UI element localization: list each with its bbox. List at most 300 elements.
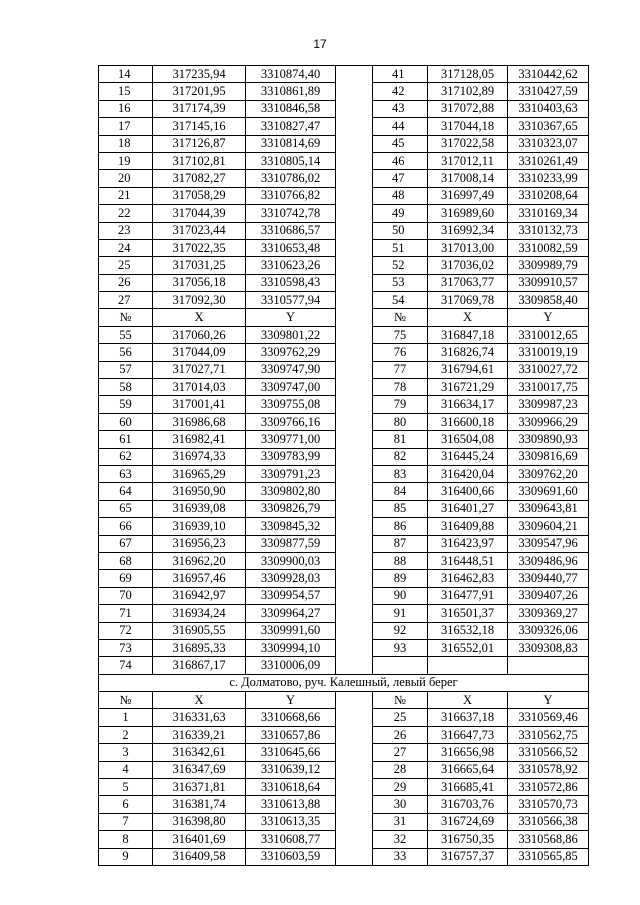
x-coordinate: 316381,74 xyxy=(153,796,246,813)
x-coordinate: 316685,41 xyxy=(428,779,508,796)
x-coordinate: 316347,69 xyxy=(153,761,246,778)
table-row xyxy=(99,274,589,291)
y-coordinate: 3310618,64 xyxy=(246,779,336,796)
point-number: 28 xyxy=(373,761,428,778)
table-row xyxy=(99,639,589,656)
x-coordinate: 317060,26 xyxy=(153,326,246,343)
point-number: 7 xyxy=(99,813,153,830)
point-number: 56 xyxy=(99,344,153,361)
x-coordinate: 316409,58 xyxy=(153,848,246,865)
y-coordinate: 3310742,78 xyxy=(246,205,336,222)
table-row xyxy=(99,709,589,726)
y-coordinate: 3310572,86 xyxy=(508,779,589,796)
point-number: 23 xyxy=(99,222,153,239)
x-coordinate: 317023,44 xyxy=(153,222,246,239)
point-number: 41 xyxy=(373,66,428,83)
column-gap xyxy=(336,118,373,135)
column-gap xyxy=(336,344,373,361)
point-number: 73 xyxy=(99,639,153,656)
table-row xyxy=(99,257,589,274)
x-coordinate: 316939,08 xyxy=(153,500,246,517)
y-coordinate: 3309816,69 xyxy=(508,448,589,465)
y-coordinate: 3310017,75 xyxy=(508,379,589,396)
section-title: с. Долматово, руч. Калешный, левый берег xyxy=(99,674,589,691)
table-row xyxy=(99,431,589,448)
point-number: 30 xyxy=(373,796,428,813)
y-coordinate: 3310653,48 xyxy=(246,239,336,256)
y-coordinate xyxy=(508,657,589,674)
y-coordinate: 3309791,23 xyxy=(246,465,336,482)
point-number: 85 xyxy=(373,500,428,517)
point-number: 74 xyxy=(99,657,153,674)
column-gap xyxy=(336,448,373,465)
x-coordinate: 316420,04 xyxy=(428,465,508,482)
x-coordinate: 317082,27 xyxy=(153,170,246,187)
column-gap xyxy=(336,431,373,448)
header-y: Y xyxy=(246,692,336,709)
point-number: 42 xyxy=(373,83,428,100)
y-coordinate: 3309747,00 xyxy=(246,379,336,396)
y-coordinate: 3310577,94 xyxy=(246,292,336,309)
header-x: X xyxy=(428,692,508,709)
x-coordinate: 316409,88 xyxy=(428,518,508,535)
header-y: Y xyxy=(508,692,589,709)
point-number: 24 xyxy=(99,239,153,256)
header-x: X xyxy=(428,309,508,326)
table-row xyxy=(99,152,589,169)
point-number: 58 xyxy=(99,379,153,396)
x-coordinate: 316942,97 xyxy=(153,587,246,604)
point-number: 60 xyxy=(99,413,153,430)
page-number: 17 xyxy=(313,37,327,51)
y-coordinate: 3309691,60 xyxy=(508,483,589,500)
y-coordinate: 3309845,32 xyxy=(246,518,336,535)
point-number: 6 xyxy=(99,796,153,813)
y-coordinate: 3309308,83 xyxy=(508,639,589,656)
y-coordinate: 3310657,86 xyxy=(246,726,336,743)
table-row xyxy=(99,292,589,309)
point-number: 25 xyxy=(99,257,153,274)
x-coordinate: 317056,18 xyxy=(153,274,246,291)
column-gap xyxy=(336,692,373,709)
table-row xyxy=(99,813,589,830)
y-coordinate: 3309755,08 xyxy=(246,396,336,413)
point-number: 54 xyxy=(373,292,428,309)
point-number: 62 xyxy=(99,448,153,465)
y-coordinate: 3309994,10 xyxy=(246,639,336,656)
header-num: № xyxy=(373,692,428,709)
x-coordinate: 316895,33 xyxy=(153,639,246,656)
point-number: 64 xyxy=(99,483,153,500)
point-number: 72 xyxy=(99,622,153,639)
x-coordinate: 316982,41 xyxy=(153,431,246,448)
x-coordinate: 317102,81 xyxy=(153,152,246,169)
column-gap xyxy=(336,239,373,256)
table-row xyxy=(99,344,589,361)
table-row xyxy=(99,379,589,396)
x-coordinate: 317027,71 xyxy=(153,361,246,378)
table-row xyxy=(99,396,589,413)
column-gap xyxy=(336,726,373,743)
table-row xyxy=(99,83,589,100)
table-row xyxy=(99,66,589,83)
y-coordinate: 3310169,34 xyxy=(508,205,589,222)
point-number: 19 xyxy=(99,152,153,169)
column-gap xyxy=(336,622,373,639)
y-coordinate: 3310027,72 xyxy=(508,361,589,378)
point-number: 93 xyxy=(373,639,428,656)
x-coordinate: 317092,30 xyxy=(153,292,246,309)
point-number: 17 xyxy=(99,118,153,135)
x-coordinate: 316826,74 xyxy=(428,344,508,361)
column-gap xyxy=(336,848,373,865)
x-coordinate: 317012,11 xyxy=(428,152,508,169)
point-number: 76 xyxy=(373,344,428,361)
point-number: 26 xyxy=(373,726,428,743)
y-coordinate: 3310603,59 xyxy=(246,848,336,865)
section-row xyxy=(99,674,589,691)
column-gap xyxy=(336,779,373,796)
y-coordinate: 3309910,57 xyxy=(508,274,589,291)
table-row xyxy=(99,413,589,430)
x-coordinate: 317013,00 xyxy=(428,239,508,256)
y-coordinate: 3310766,82 xyxy=(246,187,336,204)
x-coordinate: 316992,34 xyxy=(428,222,508,239)
x-coordinate: 316724,69 xyxy=(428,813,508,830)
header-num: № xyxy=(373,309,428,326)
coordinates-table xyxy=(98,65,589,866)
column-gap xyxy=(336,587,373,604)
y-coordinate: 3309326,06 xyxy=(508,622,589,639)
y-coordinate: 3310566,52 xyxy=(508,744,589,761)
x-coordinate: 316647,73 xyxy=(428,726,508,743)
x-coordinate: 316462,83 xyxy=(428,570,508,587)
x-coordinate: 316989,60 xyxy=(428,205,508,222)
point-number: 22 xyxy=(99,205,153,222)
header-num: № xyxy=(99,692,153,709)
column-gap xyxy=(336,709,373,726)
table-row xyxy=(99,205,589,222)
x-coordinate: 316934,24 xyxy=(153,605,246,622)
point-number: 46 xyxy=(373,152,428,169)
y-coordinate: 3309890,93 xyxy=(508,431,589,448)
table-row xyxy=(99,239,589,256)
x-coordinate: 317069,78 xyxy=(428,292,508,309)
x-coordinate: 316477,91 xyxy=(428,587,508,604)
point-number: 49 xyxy=(373,205,428,222)
x-coordinate: 316974,33 xyxy=(153,448,246,465)
table-row xyxy=(99,483,589,500)
column-gap xyxy=(336,396,373,413)
y-coordinate: 3310403,63 xyxy=(508,100,589,117)
x-coordinate: 316956,23 xyxy=(153,535,246,552)
column-gap xyxy=(336,100,373,117)
x-coordinate: 317044,39 xyxy=(153,205,246,222)
y-coordinate: 3309900,03 xyxy=(246,552,336,569)
column-gap xyxy=(336,657,373,674)
y-coordinate: 3310786,02 xyxy=(246,170,336,187)
x-coordinate: 317014,03 xyxy=(153,379,246,396)
point-number: 51 xyxy=(373,239,428,256)
point-number: 65 xyxy=(99,500,153,517)
column-gap xyxy=(336,205,373,222)
y-coordinate: 3310427,59 xyxy=(508,83,589,100)
point-number: 61 xyxy=(99,431,153,448)
point-number: 33 xyxy=(373,848,428,865)
column-gap xyxy=(336,361,373,378)
column-gap xyxy=(336,744,373,761)
x-coordinate: 316600,18 xyxy=(428,413,508,430)
x-coordinate: 317058,29 xyxy=(153,187,246,204)
table-row xyxy=(99,448,589,465)
x-coordinate: 316757,37 xyxy=(428,848,508,865)
point-number: 89 xyxy=(373,570,428,587)
x-coordinate: 317001,41 xyxy=(153,396,246,413)
x-coordinate: 316905,55 xyxy=(153,622,246,639)
point-number: 26 xyxy=(99,274,153,291)
column-gap xyxy=(336,518,373,535)
table-row xyxy=(99,570,589,587)
point-number: 16 xyxy=(99,100,153,117)
x-coordinate: 317072,88 xyxy=(428,100,508,117)
y-coordinate: 3310645,66 xyxy=(246,744,336,761)
y-coordinate: 3310006,09 xyxy=(246,657,336,674)
y-coordinate: 3310598,43 xyxy=(246,274,336,291)
y-coordinate: 3310814,69 xyxy=(246,135,336,152)
column-gap xyxy=(336,309,373,326)
point-number: 83 xyxy=(373,465,428,482)
x-coordinate: 317174,39 xyxy=(153,100,246,117)
y-coordinate: 3310570,73 xyxy=(508,796,589,813)
point-number: 20 xyxy=(99,170,153,187)
point-number: 69 xyxy=(99,570,153,587)
column-gap xyxy=(336,222,373,239)
point-number: 2 xyxy=(99,726,153,743)
table-row xyxy=(99,587,589,604)
table-row xyxy=(99,100,589,117)
point-number: 48 xyxy=(373,187,428,204)
column-gap xyxy=(336,761,373,778)
point-number: 29 xyxy=(373,779,428,796)
y-coordinate: 3309783,99 xyxy=(246,448,336,465)
x-coordinate: 317044,18 xyxy=(428,118,508,135)
point-number: 90 xyxy=(373,587,428,604)
y-coordinate: 3309987,23 xyxy=(508,396,589,413)
point-number: 71 xyxy=(99,605,153,622)
column-gap xyxy=(336,292,373,309)
column-gap xyxy=(336,83,373,100)
column-gap xyxy=(336,135,373,152)
column-gap xyxy=(336,639,373,656)
x-coordinate: 316847,18 xyxy=(428,326,508,343)
column-gap xyxy=(336,831,373,848)
y-coordinate: 3310565,85 xyxy=(508,848,589,865)
table-row xyxy=(99,222,589,239)
x-coordinate: 316957,46 xyxy=(153,570,246,587)
point-number xyxy=(373,657,428,674)
y-coordinate: 3309991,60 xyxy=(246,622,336,639)
x-coordinate: 317235,94 xyxy=(153,66,246,83)
column-gap xyxy=(336,274,373,291)
point-number: 31 xyxy=(373,813,428,830)
column-gap xyxy=(336,257,373,274)
point-number: 68 xyxy=(99,552,153,569)
x-coordinate: 316501,37 xyxy=(428,605,508,622)
point-number: 44 xyxy=(373,118,428,135)
y-coordinate: 3310323,07 xyxy=(508,135,589,152)
x-coordinate: 316634,17 xyxy=(428,396,508,413)
y-coordinate: 3310846,58 xyxy=(246,100,336,117)
column-gap xyxy=(336,483,373,500)
table-row xyxy=(99,118,589,135)
point-number: 88 xyxy=(373,552,428,569)
y-coordinate: 3310623,26 xyxy=(246,257,336,274)
point-number: 14 xyxy=(99,66,153,83)
column-gap xyxy=(336,813,373,830)
x-coordinate: 316331,63 xyxy=(153,709,246,726)
column-gap xyxy=(336,465,373,482)
x-coordinate: 316965,29 xyxy=(153,465,246,482)
x-coordinate: 317036,02 xyxy=(428,257,508,274)
x-coordinate: 317126,87 xyxy=(153,135,246,152)
y-coordinate: 3310861,89 xyxy=(246,83,336,100)
x-coordinate: 316986,68 xyxy=(153,413,246,430)
header-row xyxy=(99,309,589,326)
y-coordinate: 3310686,57 xyxy=(246,222,336,239)
table-row xyxy=(99,726,589,743)
y-coordinate: 3310132,73 xyxy=(508,222,589,239)
point-number: 55 xyxy=(99,326,153,343)
x-coordinate: 316997,49 xyxy=(428,187,508,204)
y-coordinate: 3310568,86 xyxy=(508,831,589,848)
table-row xyxy=(99,657,589,674)
column-gap xyxy=(336,413,373,430)
table-row xyxy=(99,518,589,535)
point-number: 67 xyxy=(99,535,153,552)
point-number: 86 xyxy=(373,518,428,535)
y-coordinate: 3309858,40 xyxy=(508,292,589,309)
point-number: 50 xyxy=(373,222,428,239)
x-coordinate: 316504,08 xyxy=(428,431,508,448)
point-number: 4 xyxy=(99,761,153,778)
y-coordinate: 3310566,38 xyxy=(508,813,589,830)
y-coordinate: 3310019,19 xyxy=(508,344,589,361)
x-coordinate: 316371,81 xyxy=(153,779,246,796)
x-coordinate: 317044,09 xyxy=(153,344,246,361)
y-coordinate: 3310562,75 xyxy=(508,726,589,743)
table-row xyxy=(99,622,589,639)
point-number: 43 xyxy=(373,100,428,117)
point-number: 53 xyxy=(373,274,428,291)
x-coordinate: 316401,27 xyxy=(428,500,508,517)
point-number: 25 xyxy=(373,709,428,726)
y-coordinate: 3310608,77 xyxy=(246,831,336,848)
x-coordinate: 316532,18 xyxy=(428,622,508,639)
table-row xyxy=(99,552,589,569)
x-coordinate: 317031,25 xyxy=(153,257,246,274)
point-number: 5 xyxy=(99,779,153,796)
point-number: 27 xyxy=(99,292,153,309)
y-coordinate: 3309604,21 xyxy=(508,518,589,535)
x-coordinate: 317063,77 xyxy=(428,274,508,291)
x-coordinate: 317201,95 xyxy=(153,83,246,100)
y-coordinate: 3309954,57 xyxy=(246,587,336,604)
header-x: X xyxy=(153,309,246,326)
y-coordinate: 3309989,79 xyxy=(508,257,589,274)
point-number: 8 xyxy=(99,831,153,848)
column-gap xyxy=(336,605,373,622)
x-coordinate: 316339,21 xyxy=(153,726,246,743)
table-row xyxy=(99,761,589,778)
y-coordinate: 3310569,46 xyxy=(508,709,589,726)
x-coordinate: 316552,01 xyxy=(428,639,508,656)
y-coordinate: 3309440,77 xyxy=(508,570,589,587)
point-number: 18 xyxy=(99,135,153,152)
x-coordinate xyxy=(428,657,508,674)
point-number: 32 xyxy=(373,831,428,848)
table-row xyxy=(99,500,589,517)
y-coordinate: 3309966,29 xyxy=(508,413,589,430)
point-number: 87 xyxy=(373,535,428,552)
y-coordinate: 3309964,27 xyxy=(246,605,336,622)
y-coordinate: 3309826,79 xyxy=(246,500,336,517)
table-row xyxy=(99,535,589,552)
y-coordinate: 3310668,66 xyxy=(246,709,336,726)
header-x: X xyxy=(153,692,246,709)
y-coordinate: 3310639,12 xyxy=(246,761,336,778)
point-number: 45 xyxy=(373,135,428,152)
point-number: 63 xyxy=(99,465,153,482)
column-gap xyxy=(336,187,373,204)
table-row xyxy=(99,831,589,848)
y-coordinate: 3310233,99 xyxy=(508,170,589,187)
x-coordinate: 316721,29 xyxy=(428,379,508,396)
x-coordinate: 317128,05 xyxy=(428,66,508,83)
point-number: 52 xyxy=(373,257,428,274)
column-gap xyxy=(336,570,373,587)
column-gap xyxy=(336,535,373,552)
y-coordinate: 3310874,40 xyxy=(246,66,336,83)
x-coordinate: 317022,35 xyxy=(153,239,246,256)
x-coordinate: 317008,14 xyxy=(428,170,508,187)
table-row xyxy=(99,361,589,378)
y-coordinate: 3309801,22 xyxy=(246,326,336,343)
point-number: 21 xyxy=(99,187,153,204)
column-gap xyxy=(336,500,373,517)
table-row xyxy=(99,796,589,813)
column-gap xyxy=(336,326,373,343)
point-number: 75 xyxy=(373,326,428,343)
table-row xyxy=(99,605,589,622)
y-coordinate: 3310613,88 xyxy=(246,796,336,813)
column-gap xyxy=(336,552,373,569)
x-coordinate: 316939,10 xyxy=(153,518,246,535)
point-number: 57 xyxy=(99,361,153,378)
x-coordinate: 316950,90 xyxy=(153,483,246,500)
x-coordinate: 317145,16 xyxy=(153,118,246,135)
point-number: 79 xyxy=(373,396,428,413)
point-number: 84 xyxy=(373,483,428,500)
x-coordinate: 316401,69 xyxy=(153,831,246,848)
column-gap xyxy=(336,796,373,813)
header-row xyxy=(99,692,589,709)
point-number: 9 xyxy=(99,848,153,865)
y-coordinate: 3309762,20 xyxy=(508,465,589,482)
x-coordinate: 316867,17 xyxy=(153,657,246,674)
column-gap xyxy=(336,170,373,187)
y-coordinate: 3310261,49 xyxy=(508,152,589,169)
y-coordinate: 3309547,96 xyxy=(508,535,589,552)
